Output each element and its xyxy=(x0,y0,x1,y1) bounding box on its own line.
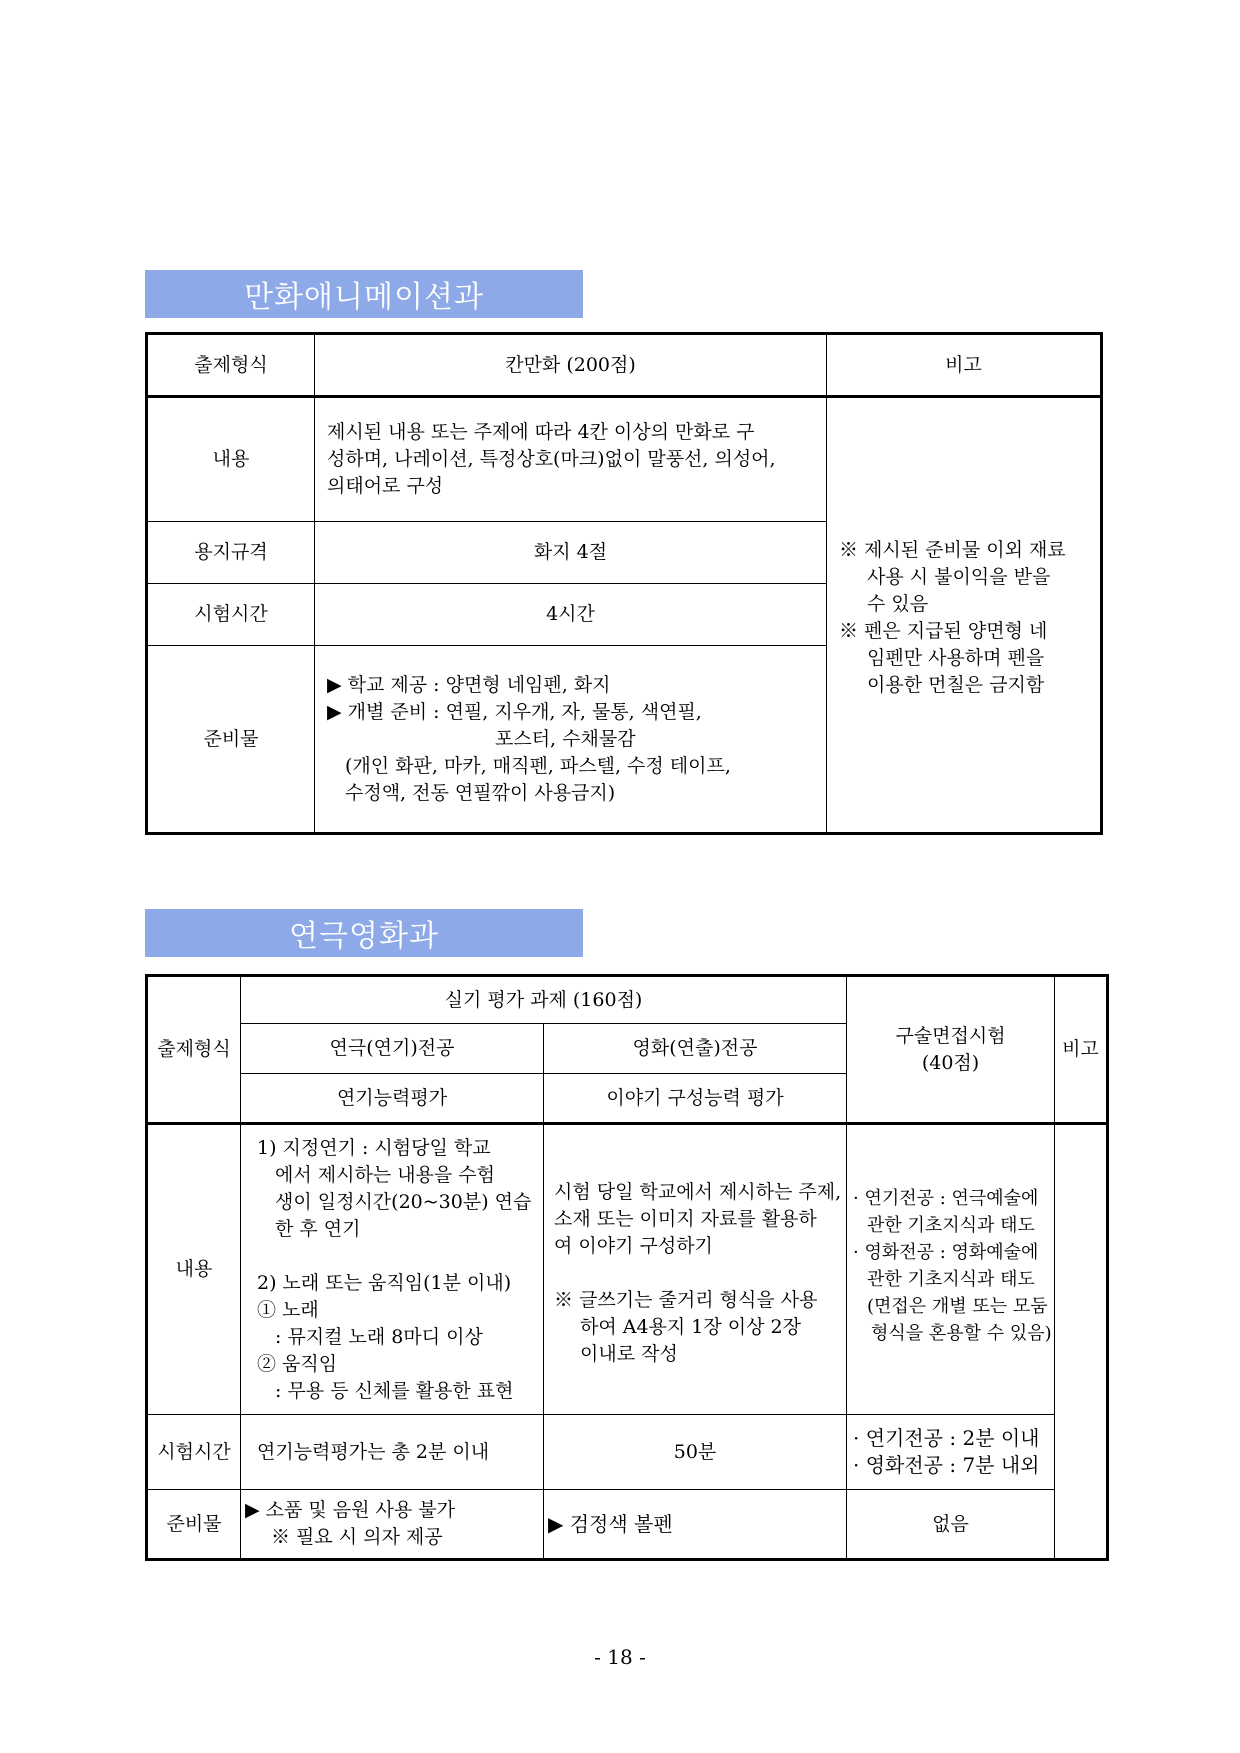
prep-label: 준비물 xyxy=(147,646,315,834)
header-format: 출제형식 xyxy=(147,976,241,1124)
film-line: 소재 또는 이미지 자료를 활용하 xyxy=(554,1208,817,1230)
header-interview xyxy=(847,976,1055,1124)
paper-label: 용지규격 xyxy=(147,522,315,584)
prep-label: 준비물 xyxy=(147,1490,241,1560)
interview-line: 관한 기초지식과 태도 xyxy=(867,1215,1035,1236)
acting-line: : 뮤지컬 노래 8마디 이상 xyxy=(275,1325,483,1348)
prep-line: 포스터, 수채물감 xyxy=(495,727,636,750)
remark-line: 사용 시 불이익을 받을 xyxy=(867,566,1051,588)
theater-table xyxy=(145,974,1109,1561)
acting-line: ① 노래 xyxy=(257,1298,319,1321)
interview-line: (면접은 개별 또는 모둠 xyxy=(867,1296,1048,1317)
interview-time-cell xyxy=(847,1415,1055,1490)
acting-line: 1) 지정연기 : 시험당일 학교 xyxy=(257,1136,491,1159)
film-line: 이내로 작성 xyxy=(580,1343,678,1365)
time-label: 시험시간 xyxy=(147,1415,241,1490)
acting-prep-cell xyxy=(241,1490,544,1560)
time-value: 4시간 xyxy=(315,584,827,646)
section-title-theater: 연극영화과 xyxy=(145,909,583,957)
header-acting-eval: 연기능력평가 xyxy=(241,1074,544,1124)
header-acting-major: 연극(연기)전공 xyxy=(241,1024,544,1074)
interview-prep: 없음 xyxy=(847,1490,1055,1560)
remark-line: ※ 펜은 지급된 양면형 네 xyxy=(839,620,1048,642)
acting-content-cell xyxy=(241,1124,544,1415)
film-line xyxy=(554,1260,844,1287)
manhwa-table xyxy=(145,332,1103,835)
prep-line: ▶ 개별 준비 : 연필, 지우개, 자, 물통, 색연필, xyxy=(327,700,702,723)
remark-line: 임펜만 사용하며 펜을 xyxy=(867,647,1045,669)
film-line: 여 이야기 구성하기 xyxy=(554,1235,713,1257)
interview-time-line: · 영화전공 : 7분 내외 xyxy=(853,1453,1040,1477)
content-label: 내용 xyxy=(147,397,315,522)
prep-line: 수정액, 전동 연필깎이 사용금지) xyxy=(345,781,616,804)
interview-content-cell xyxy=(847,1124,1055,1415)
interview-line: · 영화전공 : 영화예술에 xyxy=(853,1242,1039,1263)
remark-line: ※ 제시된 준비물 이외 재료 xyxy=(839,539,1066,561)
remark-line: 이용한 먼칠은 금지함 xyxy=(867,674,1045,696)
time-label: 시험시간 xyxy=(147,584,315,646)
page-number: - 18 - xyxy=(594,1645,646,1669)
header-remark: 비고 xyxy=(827,334,1102,397)
interview-line: 관한 기초지식과 태도 xyxy=(867,1269,1035,1290)
remark-cell xyxy=(827,397,1102,834)
content-line: 성하며, 나레이션, 특정상호(마크)없이 말풍선, 의성어, xyxy=(327,448,776,470)
acting-line: : 무용 등 신체를 활용한 표현 xyxy=(275,1379,514,1402)
acting-prep-line: ※ 필요 시 의자 제공 xyxy=(271,1526,443,1548)
header-remark: 비고 xyxy=(1055,976,1108,1124)
content-line: 의태어로 구성 xyxy=(327,475,444,497)
header-task: 칸만화 (200점) xyxy=(315,334,827,397)
header-film-eval: 이야기 구성능력 평가 xyxy=(544,1074,847,1124)
film-line: 하여 A4용지 1장 이상 2장 xyxy=(580,1316,801,1338)
film-prep: ▶ 검정색 볼펜 xyxy=(544,1490,847,1560)
header-format: 출제형식 xyxy=(147,334,315,397)
prep-line: (개인 화판, 마카, 매직펜, 파스텔, 수정 테이프, xyxy=(345,754,731,777)
interview-line: 형식을 혼용할 수 있음) xyxy=(871,1323,1052,1344)
prep-cell xyxy=(315,646,827,834)
header-practical: 실기 평가 과제 (160점) xyxy=(241,976,847,1024)
acting-prep-line: ▶ 소품 및 음원 사용 불가 xyxy=(245,1499,455,1521)
acting-line xyxy=(249,1243,541,1270)
interview-line: · 연기전공 : 연극예술에 xyxy=(853,1188,1039,1209)
film-content-cell xyxy=(544,1124,847,1415)
paper-value: 화지 4절 xyxy=(315,522,827,584)
prep-line: ▶ 학교 제공 : 양면형 네임펜, 화지 xyxy=(327,673,611,696)
interview-points: (40점) xyxy=(921,1051,980,1074)
acting-line: 2) 노래 또는 움직임(1분 이내) xyxy=(257,1271,512,1294)
header-film-major: 영화(연출)전공 xyxy=(544,1024,847,1074)
remark-cell xyxy=(1055,1124,1108,1560)
section-title-manhwa: 만화애니메이션과 xyxy=(145,270,583,318)
acting-line: ② 움직임 xyxy=(257,1352,338,1375)
film-line: ※ 글쓰기는 줄거리 형식을 사용 xyxy=(554,1289,818,1311)
content-label: 내용 xyxy=(147,1124,241,1415)
content-cell xyxy=(315,397,827,522)
remark-line: 수 있음 xyxy=(867,593,929,615)
acting-line: 한 후 연기 xyxy=(275,1217,361,1240)
content-line: 제시된 내용 또는 주제에 따라 4칸 이상의 만화로 구 xyxy=(327,421,755,443)
film-line: 시험 당일 학교에서 제시하는 주제, xyxy=(554,1181,842,1203)
film-time: 50분 xyxy=(544,1415,847,1490)
acting-time: 연기능력평가는 총 2분 이내 xyxy=(241,1415,544,1490)
acting-line: 생이 일정시간(20~30분) 연습 xyxy=(275,1190,532,1213)
interview-time-line: · 연기전공 : 2분 이내 xyxy=(853,1426,1040,1450)
acting-line: 에서 제시하는 내용을 수험 xyxy=(275,1163,496,1186)
interview-title: 구술면접시험 xyxy=(895,1024,1006,1047)
